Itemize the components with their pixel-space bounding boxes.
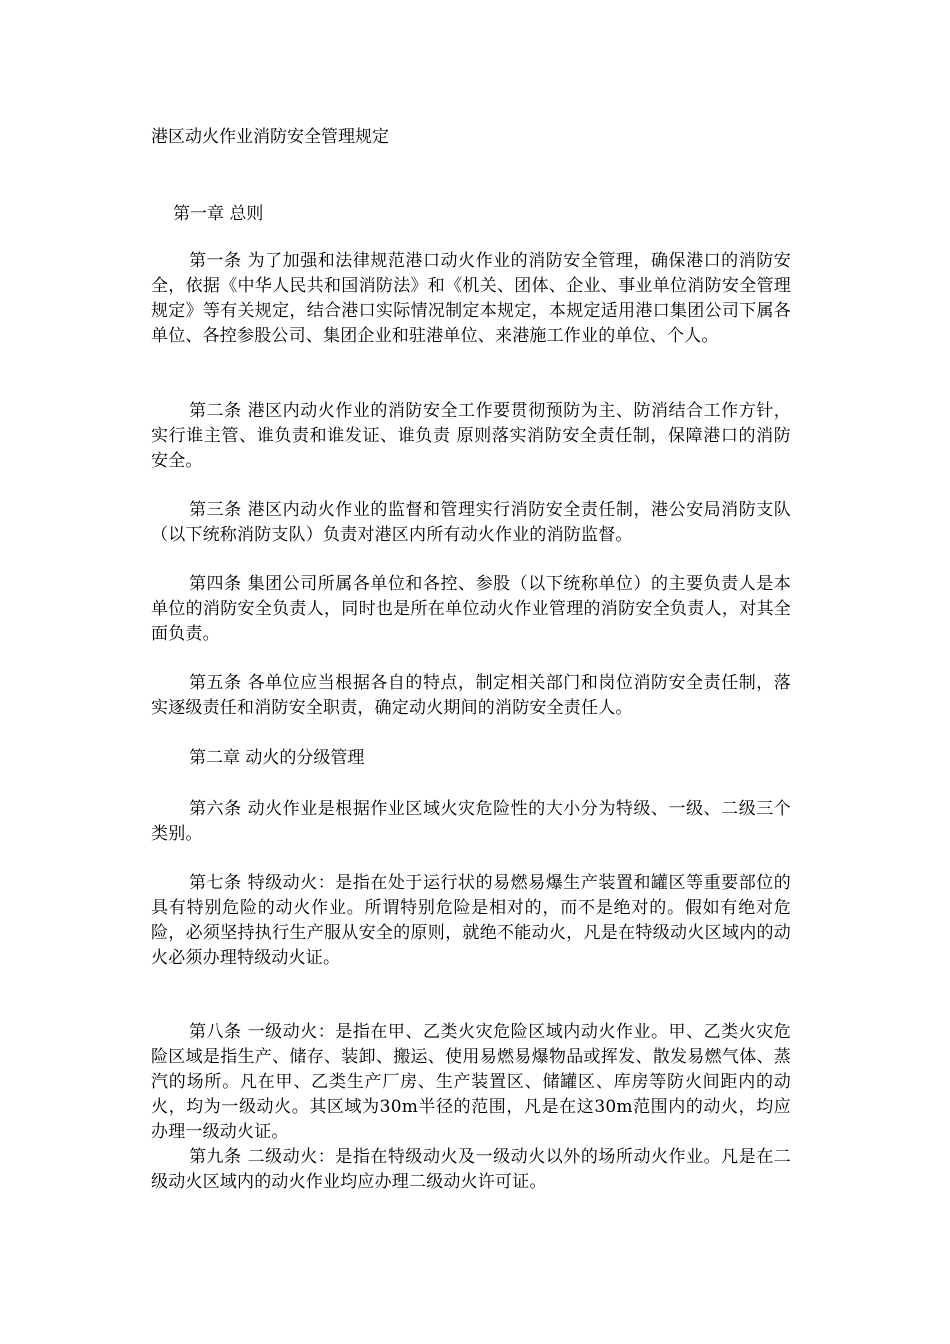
article-6: 第六条 动火作业是根据作业区域火灾危险性的大小分为特级、一级、二级三个类别。 — [151, 799, 791, 844]
article-7: 第七条 特级动火：是指在处于运行状的易燃易爆生产装置和罐区等重要部位的具有特别危险的动火作业。所谓特别危险是相对的，而不是绝对的。假如有绝对危险，必须坚持执行生产服从安全的原则，就绝不能动火，凡是在特级动火区域内的动火必须办理特级动火证。 — [151, 873, 791, 968]
chapter-heading-1: 第一章 总则 — [173, 204, 264, 224]
article-5: 第五条 各单位应当根据各自的特点，制定相关部门和岗位消防安全责任制，落实逐级责任和消防安全职责，确定动火期间的消防安全责任人。 — [151, 673, 791, 718]
article-8: 第八条 一级动火：是指在甲、乙类火灾危险区域内动火作业。甲、乙类火灾危险区域是指生产、储存、装卸、搬运、使用易燃易爆物品或挥发、散发易燃气体、蒸汽的场所。凡在甲、乙类生产厂房、生产装置区、储罐区、库房等防火间距内的动火，均为一级动火。其区域为30m半径的范围，凡是在这30m范围内的动火，均应办理一级动火证。 — [151, 1022, 791, 1142]
article-2: 第二条 港区内动火作业的消防安全工作要贯彻预防为主、防消结合工作方针，实行谁主管、谁负责和谁发证、谁负责 原则落实消防安全责任制，保障港口的消防安全。 — [151, 401, 791, 471]
article-1: 第一条 为了加强和法律规范港口动火作业的消防安全管理，确保港口的消防安全，依据《中华人民共和国消防法》和《机关、团体、企业、事业单位消防安全管理规定》等有关规定，结合港口实际情况制定本规定，本规定适用港口集团公司下属各单位、各控参股公司、集团企业和驻港单位、来港施工作业的单位、个人。 — [151, 251, 791, 346]
document-title: 港区动火作业消防安全管理规定 — [151, 127, 389, 147]
chapter-heading-2: 第二章 动火的分级管理 — [189, 748, 365, 768]
article-4: 第四条 集团公司所属各单位和各控、参股（以下统称单位）的主要负责人是本单位的消防安全负责人，同时也是所在单位动火作业管理的消防安全负责人，对其全面负责。 — [151, 574, 791, 644]
article-9: 第九条 二级动火：是指在特级动火及一级动火以外的场所动火作业。凡是在二级动火区域内的动火作业均应办理二级动火许可证。 — [151, 1147, 791, 1192]
article-3: 第三条 港区内动火作业的监督和管理实行消防安全责任制，港公安局消防支队（以下统称消防支队）负责对港区内所有动火作业的消防监督。 — [151, 500, 791, 545]
